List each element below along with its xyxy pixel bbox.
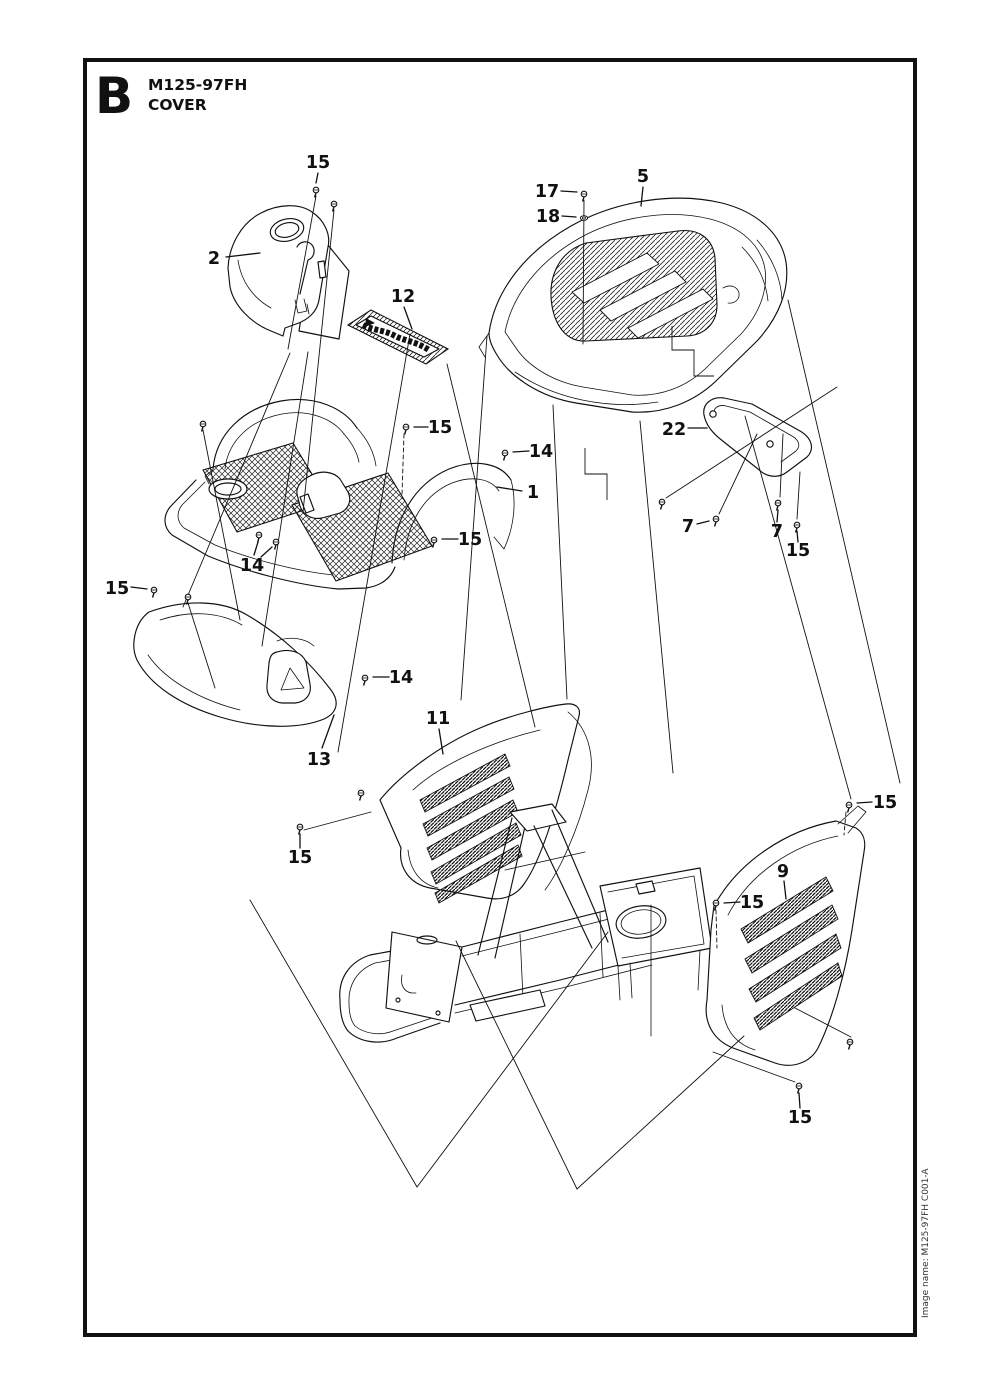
callout-label-13: 13 [306, 750, 332, 770]
callout-label-15: 15 [427, 418, 453, 438]
image-name-vertical-text: Image name: M125-97FH C001-A [921, 1168, 931, 1318]
callout-label-15: 15 [872, 793, 898, 813]
callout-label-15: 15 [287, 848, 313, 868]
callout-label-15: 15 [739, 893, 765, 913]
callout-label-7: 7 [770, 522, 784, 542]
washer-icon [580, 216, 587, 221]
callout-label-15: 15 [787, 1108, 813, 1128]
callout-label-17: 17 [534, 182, 560, 202]
callout-label-9: 9 [776, 862, 790, 882]
callout-label-18: 18 [535, 207, 561, 227]
callout-label-5: 5 [636, 167, 650, 187]
page-title: COVER [148, 96, 207, 114]
callout-label-14: 14 [528, 442, 554, 462]
callout-label-1: 1 [526, 483, 540, 503]
callout-label-14: 14 [388, 668, 414, 688]
callout-label-15: 15 [305, 153, 331, 173]
callout-label-12: 12 [390, 287, 416, 307]
callout-label-15: 15 [104, 579, 130, 599]
model-number: M125-97FH [148, 76, 248, 94]
callout-label-22: 22 [661, 420, 687, 440]
callout-label-14: 14 [239, 556, 265, 576]
callout-label-2: 2 [207, 249, 221, 269]
callout-label-7: 7 [681, 517, 695, 537]
callout-label-15: 15 [785, 541, 811, 561]
callout-label-15: 15 [457, 530, 483, 550]
callout-label-11: 11 [425, 709, 451, 729]
section-letter: B [95, 67, 134, 125]
